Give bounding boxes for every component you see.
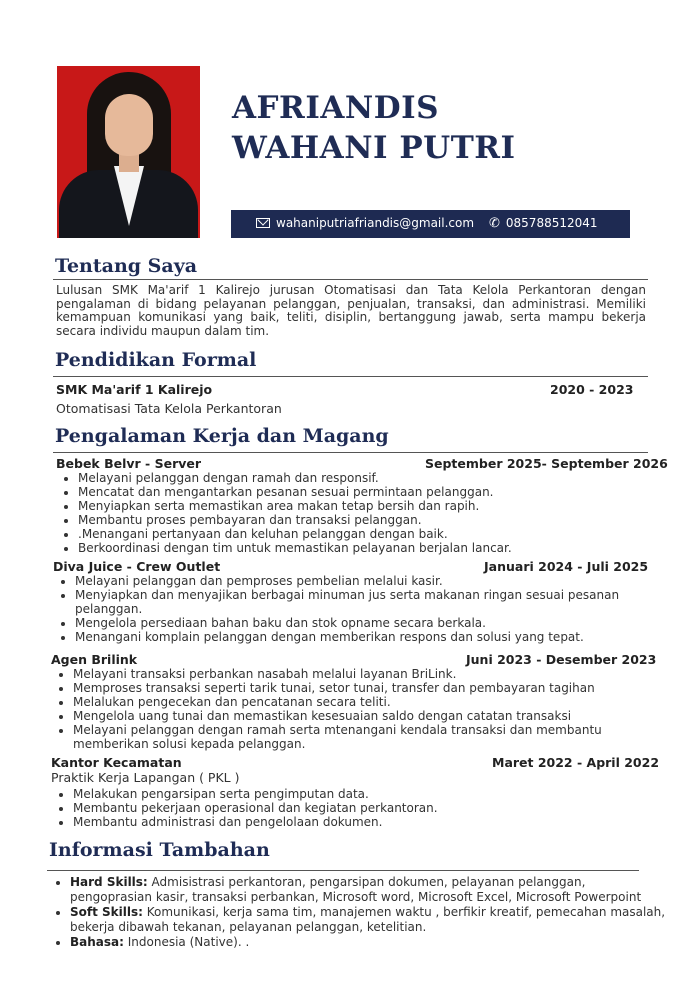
item-label: Bahasa:	[70, 935, 124, 949]
list-item: • Membantu administrasi dan pengelolaan dokumen.	[73, 815, 633, 829]
list-item: • Menyiapkan dan menyajikan berbagai minuman jus serta makanan ringan sesuai pesanan pelanggan.	[75, 588, 645, 616]
list-item: • Melayani transaksi perbankan nasabah melalui layanan BriLink.	[73, 667, 633, 681]
name-line-1: AFRIANDIS	[232, 90, 439, 126]
mail-icon	[256, 218, 270, 228]
divider	[47, 870, 639, 871]
phone-icon: ✆	[489, 215, 500, 231]
item-text: Admisistrasi perkantoran, pengarsipan dokumen, pelayanan pelanggan, pengoprasian kasir, transaksi perbankan, Microsoft word, Microsoft Excel, Microsoft Powerpoint	[70, 875, 642, 904]
phone-contact[interactable]	[489, 216, 598, 230]
job-bullets	[53, 787, 633, 829]
list-item: • Menangani komplain pelanggan dengan memberikan respons dan solusi yang tepat.	[75, 630, 645, 644]
education-major: Otomatisasi Tata Kelola Perkantoran	[56, 401, 282, 416]
list-item: • .Menangani pertanyaan dan keluhan pelanggan dengan baik.	[78, 527, 638, 541]
job-period: September 2025- September 2026	[425, 456, 668, 471]
email-text: wahaniputriafriandis@gmail.com	[276, 216, 475, 230]
divider	[53, 376, 648, 377]
education-school: SMK Ma'arif 1 Kalirejo	[56, 382, 213, 397]
profile-photo	[57, 66, 200, 238]
list-item: • Melayani pelanggan dengan ramah serta mtenangani kendala transaksi dan membantu memberikan solusi kepada pelanggan.	[73, 723, 633, 751]
list-item	[70, 935, 670, 950]
list-item	[70, 905, 670, 935]
contact-bar	[231, 210, 630, 238]
job-period: Juni 2023 - Desember 2023	[466, 652, 657, 667]
item-text: Indonesia (Native). .	[123, 935, 250, 949]
list-item: • Melakukan pengarsipan serta pengimputan data.	[73, 787, 633, 801]
job-bullets	[53, 667, 633, 751]
additional-list	[50, 875, 670, 950]
list-item: • Melayani pelanggan dan pemproses pembelian melalui kasir.	[75, 574, 645, 588]
section-title-experience: Pengalaman Kerja dan Magang	[55, 425, 389, 447]
job-period: Maret 2022 - April 2022	[492, 755, 660, 770]
education-years: 2020 - 2023	[550, 382, 634, 397]
list-item: • Melalukan pengecekan dan pencatanan secara teliti.	[73, 695, 633, 709]
list-item: • Membantu proses pembayaran dan transaksi pelanggan.	[78, 513, 638, 527]
about-text: Lulusan SMK Ma'arif 1 Kalirejo jurusan Otomatisasi dan Tata Kelola Perkantoran dengan pengalaman di bidang pelayanan pelanggan, penjualan, transaksi, dan administrasi. Memiliki kemampuan komunikasi yang baik, teliti, disiplin, bertanggung jawab, serta mampu bekerja secara individu maupun dalam tim.	[56, 283, 646, 338]
job-place: Agen Brilink	[51, 652, 138, 667]
list-item	[70, 875, 670, 905]
job-place: Kantor Kecamatan	[51, 755, 182, 770]
section-title-about: Tentang Saya	[55, 255, 198, 277]
list-item: • Membantu pekerjaan operasional dan kegiatan perkantoran.	[73, 801, 633, 815]
list-item: • Berkoordinasi dengan tim untuk memastikan pelayanan berjalan lancar.	[78, 541, 638, 555]
item-text: Komunikasi, kerja sama tim, manajemen waktu , berfikir kreatif, pemecahan masalah, bekerja dibawah tekanan, pelayanan pelanggan, ketelitian.	[70, 905, 666, 934]
list-item: • Melayani pelanggan dengan ramah dan responsif.	[78, 471, 638, 485]
section-title-education: Pendidikan Formal	[55, 349, 257, 371]
job-place: Diva Juice - Crew Outlet	[53, 559, 221, 574]
name-line-2: WAHANI PUTRI	[232, 130, 516, 166]
name-heading	[232, 88, 516, 168]
item-label: Soft Skills:	[70, 905, 143, 919]
job-place: Bebek Belvr - Server	[56, 456, 202, 471]
phone-text: 085788512041	[505, 216, 598, 230]
job-bullets	[58, 471, 638, 555]
item-label: Hard Skills:	[70, 875, 148, 889]
email-contact[interactable]	[256, 216, 474, 230]
divider	[53, 452, 648, 453]
job-period: Januari 2024 - Juli 2025	[484, 559, 649, 574]
list-item: • Memproses transaksi seperti tarik tunai, setor tunai, transfer dan pembayaran tagihan	[73, 681, 633, 695]
list-item: • Mencatat dan mengantarkan pesanan sesuai permintaan pelanggan.	[78, 485, 638, 499]
job-subtitle: Praktik Kerja Lapangan ( PKL )	[51, 770, 240, 785]
job-bullets	[55, 574, 645, 644]
list-item: • Mengelola uang tunai dan memastikan kesesuaian saldo dengan catatan transaksi	[73, 709, 633, 723]
divider	[53, 279, 648, 280]
section-title-additional: Informasi Tambahan	[49, 839, 270, 861]
list-item: • Mengelola persediaan bahan baku dan stok opname secara berkala.	[75, 616, 645, 630]
list-item: • Menyiapkan serta memastikan area makan tetap bersih dan rapih.	[78, 499, 638, 513]
